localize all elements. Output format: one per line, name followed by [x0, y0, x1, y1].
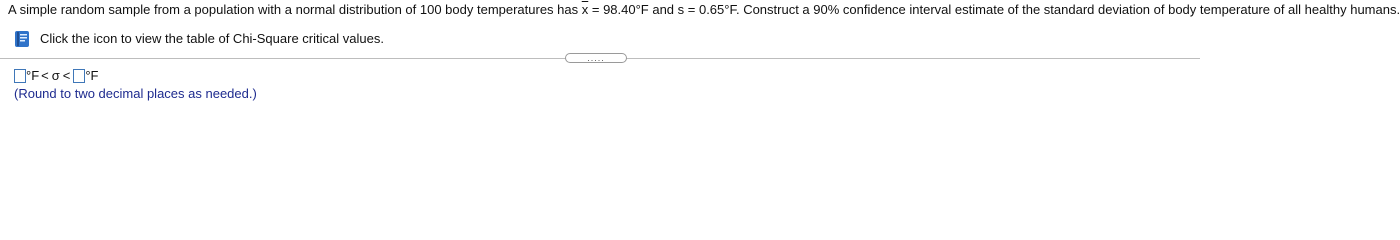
less-than-left: < — [41, 68, 49, 83]
sample-mean-symbol: $\overline{x}$ — [581, 2, 589, 17]
question-part2: = 98.40°F and s = 0.65°F. Construct a 90% confidence interval estimate of the standard deviation of body temperature of all healthy humans. — [588, 2, 1400, 17]
upper-bound-input[interactable] — [73, 69, 85, 83]
upper-unit-label: °F — [85, 68, 99, 83]
lower-bound-input[interactable] — [14, 69, 26, 83]
rounding-instruction: (Round to two decimal places as needed.) — [14, 86, 257, 101]
show-more-button[interactable]: ..... — [565, 53, 627, 63]
book-icon[interactable] — [14, 30, 30, 48]
confidence-interval-answer — [14, 68, 99, 84]
question-part1: A simple random sample from a population with a normal distribution of 100 body temperatures has — [8, 2, 582, 17]
less-than-right: < — [62, 68, 71, 83]
lower-unit-label: °F — [26, 68, 40, 83]
question-text — [8, 2, 1400, 18]
sigma-symbol: σ — [51, 68, 60, 83]
chi-square-help-link[interactable]: Click the icon to view the table of Chi-Square critical values. — [40, 31, 384, 46]
chi-square-help-row — [14, 30, 384, 48]
